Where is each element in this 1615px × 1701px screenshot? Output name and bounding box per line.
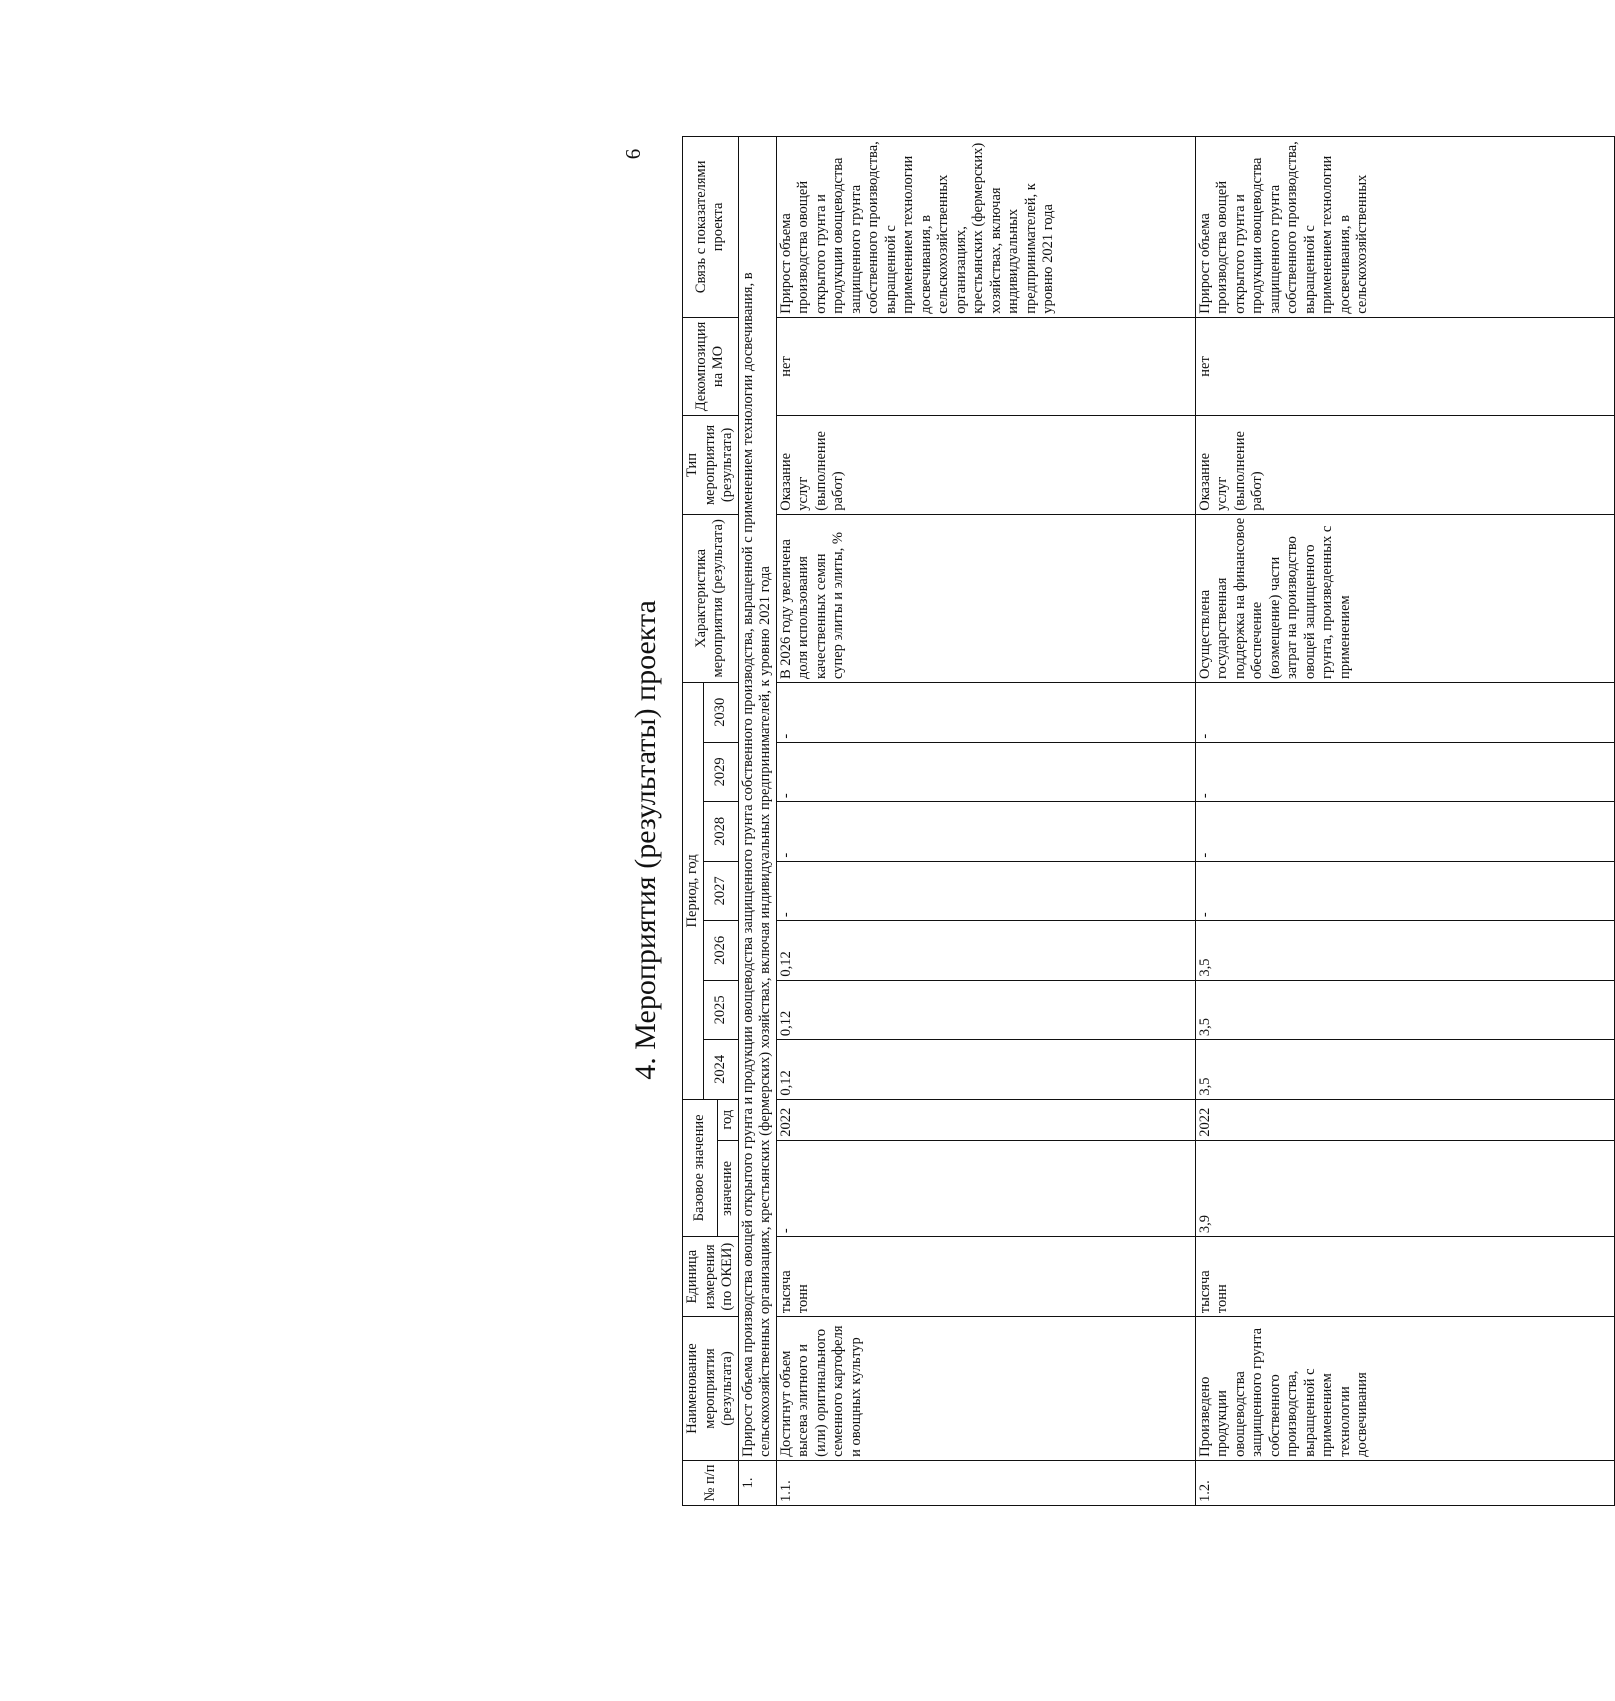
row-num: 1.1. [776,1460,1195,1505]
row-characteristic: Осуществлена государственная поддержка на финансовое обеспечение (возмещение) части затрат на производство овощей защищенного грунта, произведенных с применением [1195,514,1614,682]
row-value-2026: 0,12 [776,921,1195,981]
header-unit: Единица измерения (по ОКЕИ) [683,1237,739,1317]
header-year-2025: 2025 [703,980,738,1040]
table-row [776,137,1195,1506]
row-value-2024: 0,12 [776,1040,1195,1100]
header-year-2030: 2030 [703,683,738,743]
row-value-2030: - [776,683,1195,743]
header-name: Наименование мероприятия (результата) [683,1317,739,1461]
row-value-2026: 3,5 [1195,921,1614,981]
rotated-landscape-content [202,120,1370,1560]
row-name: Достигнут объем высева элитного и (или) оригинального семенного картофеля и овощных культур [776,1317,1195,1461]
row-type: Оказание услуг (выполнение работ) [776,416,1195,515]
header-period: Период, год [683,683,704,1100]
row-link: Прирост объема производства овощей открытого грунта и продукции овощеводства защищенного грунта собственного производства, выращенной с применением технологии досвечивания, в сельскохозяйственных [1195,137,1614,318]
row-base-year: 2022 [1195,1099,1614,1140]
row-unit: тысяча тонн [776,1237,1195,1317]
row-unit: тысяча тонн [1195,1237,1614,1317]
header-row-1 [683,137,704,1506]
row-value-2029: - [776,742,1195,802]
header-year-2024: 2024 [703,1040,738,1100]
row-base-year: 2022 [776,1099,1195,1140]
row-base-value: 3,9 [1195,1140,1614,1236]
page-number: 6 [621,148,645,160]
row-link: Прирост объема производства овощей открытого грунта и продукции овощеводства защищенного грунта собственного производства, выращенной с применением технологии досвечивания, в сельскохозяйственных организациях, крестьянских (фермерских) хозяйствах, включая индивидуальных предпринимателей, к уровню 2021 года [776,137,1195,318]
header-year-2028: 2028 [703,802,738,862]
section-num: 1. [738,1460,776,1505]
row-value-2030: - [1195,683,1614,743]
row-name: Произведено продукции овощеводства защищенного грунта собственного производства, выращенной с применением технологии досвечивания [1195,1317,1614,1461]
row-type: Оказание услуг (выполнение работ) [1195,416,1614,515]
row-value-2028: - [1195,802,1614,862]
header-year-2027: 2027 [703,861,738,921]
row-value-2027: - [1195,861,1614,921]
row-decomposition: нет [1195,317,1614,416]
header-base: Базовое значение [683,1099,718,1237]
measures-table [682,136,1615,1506]
section-row [738,137,776,1506]
header-num: № п/п [683,1460,739,1505]
row-value-2025: 0,12 [776,980,1195,1040]
header-year-2029: 2029 [703,742,738,802]
row-num: 1.2. [1195,1460,1614,1505]
row-value-2027: - [776,861,1195,921]
row-characteristic: В 2026 году увеличена доля использования качественных семян супер элиты и элиты, % [776,514,1195,682]
page-title: 4. Мероприятия (результаты) проекта [629,600,662,1080]
row-value-2029: - [1195,742,1614,802]
header-characteristic: Характеристика мероприятия (результата) [683,514,739,682]
header-year-2026: 2026 [703,921,738,981]
header-base-year: год [718,1099,739,1140]
header-base-value: значение [718,1140,739,1236]
row-base-value: - [776,1140,1195,1236]
section-text: Прирост объема производства овощей открытого грунта и продукции овощеводства защищенного грунта собственного производства, выращенной с применением технологии досвечивания, в сельскохозяйственных организациях, крестьянских (фермерских) хозяйствах, включая индивидуальных предпринимателей, к уровню 2021 года [738,137,776,1461]
header-decomposition: Декомпозиция на МО [683,317,739,416]
table-row [1195,137,1614,1506]
row-value-2024: 3,5 [1195,1040,1614,1100]
row-value-2025: 3,5 [1195,980,1614,1040]
row-value-2028: - [776,802,1195,862]
header-link: Связь с показателями проекта [683,137,739,318]
row-decomposition: нет [776,317,1195,416]
header-type: Тип мероприятия (результата) [683,416,739,515]
